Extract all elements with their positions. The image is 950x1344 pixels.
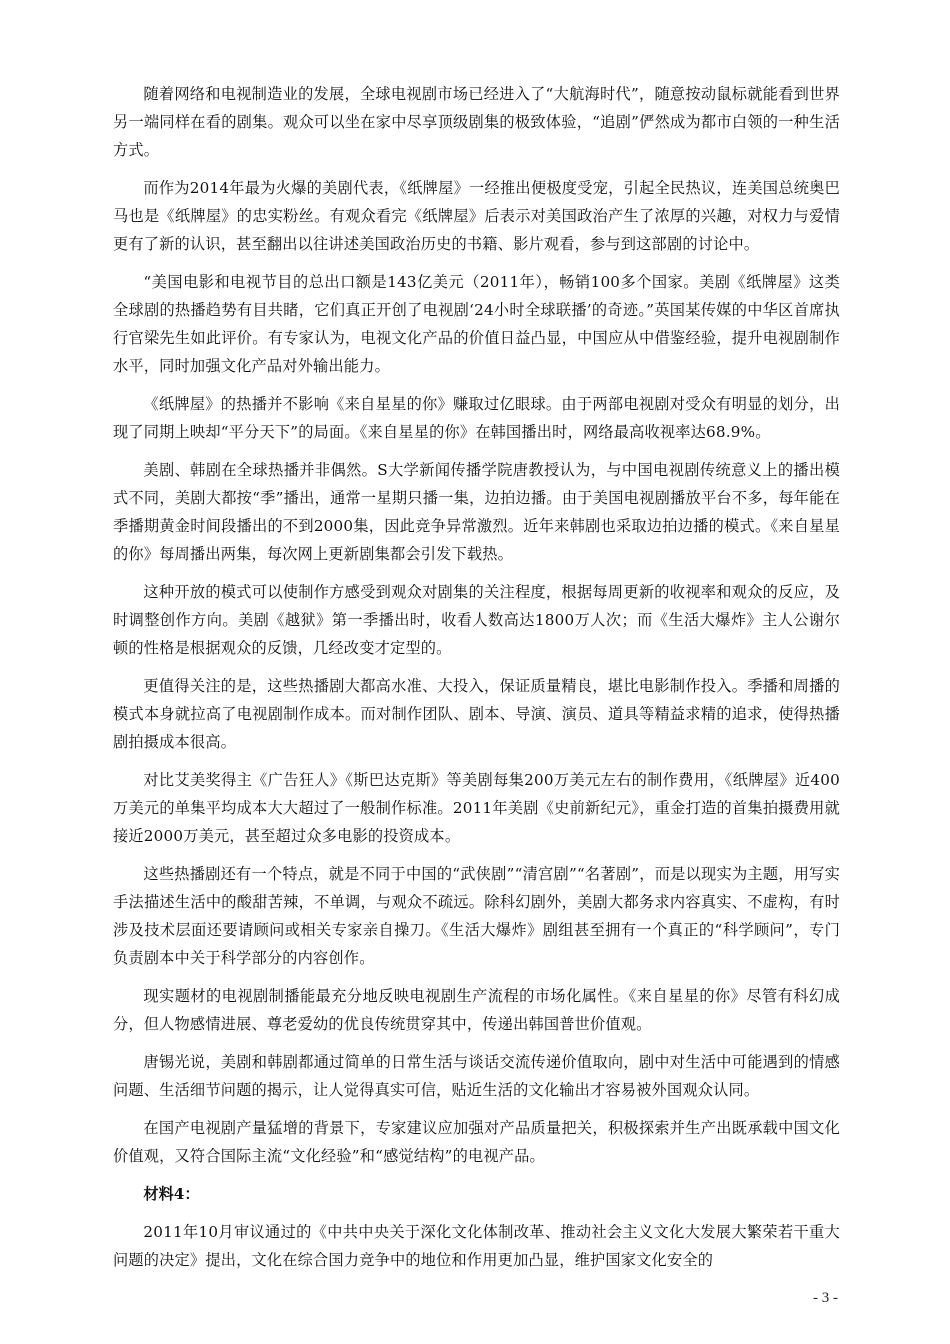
paragraph: 对比艾美奖得主《广告狂人》《斯巴达克斯》等美剧每集200万美元左右的制作费用，《纸牌屋》近400万美元的单集平均成本大大超过了一般制作标准。2011年美剧《史前新纪元》，重金打造的首集拍摄费用就接近2000万美元，甚至超过众多电影的投资成本。 xyxy=(113,771,840,845)
paragraph: 美剧、韩剧在全球热播并非偶然。S大学新闻传播学院唐教授认为，与中国电视剧传统意义上的播出模式不同，美剧大都按“季”播出，通常一星期只播一集，边拍边播。由于美国电视剧播放平台不多，每年能在季播期黄金时间段播出的不到2000集，因此竞争异常激烈。近年来韩剧也采取边拍边播的模式。《来自星星的你》每周播出两集，每次网上更新剧集都会引发下载热。 xyxy=(113,461,840,563)
document-body xyxy=(113,80,840,1284)
paragraph: 唐锡光说，美剧和韩剧都通过简单的日常生活与谈话交流传递价值取向，剧中对生活中可能遇到的情感问题、生活细节问题的揭示，让人觉得真实可信，贴近生活的文化输出才容易被外国观众认同。 xyxy=(113,1053,840,1099)
paragraph: “美国电影和电视节目的总出口额是143亿美元（2011年），畅销100多个国家。美剧《纸牌屋》这类全球剧的热播趋势有目共睹，它们真正开创了电视剧‘24小时全球联播’的奇迹。”英国某传媒的中华区首席执行官梁先生如此评价。有专家认为，电视文化产品的价值日益凸显，中国应从中借鉴经验，提升电视剧制作水平，同时加强文化产品对外输出能力。 xyxy=(113,273,840,375)
paragraph: 而作为2014年最为火爆的美剧代表，《纸牌屋》一经推出便极度受宠，引起全民热议，连美国总统奥巴马也是《纸牌屋》的忠实粉丝。有观众看完《纸牌屋》后表示对美国政治产生了浓厚的兴趣，对权力与爱情更有了新的认识，甚至翻出以往讲述美国政治历史的书籍、影片观看，参与到这部剧的讨论中。 xyxy=(113,179,840,253)
paragraph: 这种开放的模式可以使制作方感受到观众对剧集的关注程度，根据每周更新的收视率和观众的反应，及时调整创作方向。美剧《越狱》第一季播出时，收看人数高达1800万人次；而《生活大爆炸》主人公谢尔顿的性格是根据观众的反馈，几经改变才定型的。 xyxy=(113,583,840,657)
paragraph: 更值得关注的是，这些热播剧大都高水准、大投入，保证质量精良，堪比电影制作投入。季播和周播的模式本身就拉高了电视剧制作成本。而对制作团队、剧本、导演、演员、道具等精益求精的追求，使得热播剧拍摄成本很高。 xyxy=(113,677,840,751)
section-heading: 材料4： xyxy=(143,1185,200,1203)
paragraph: 随着网络和电视制造业的发展，全球电视剧市场已经进入了“大航海时代”，随意按动鼠标就能看到世界另一端同样在看的剧集。观众可以坐在家中尽享顶级剧集的极致体验，“追剧”俨然成为都市白领的一种生活方式。 xyxy=(113,85,840,159)
final-paragraph: 2011年10月审议通过的《中共中央关于深化文化体制改革、推动社会主义文化大发展大繁荣若干重大问题的决定》提出，文化在综合国力竞争中的地位和作用更加凸显，维护国家文化安全的 xyxy=(113,1223,840,1269)
paragraph: 这些热播剧还有一个特点，就是不同于中国的“武侠剧”“清宫剧”“名著剧”，而是以现实为主题，用写实手法描述生活中的酸甜苦辣，不单调，与观众不疏远。除科幻剧外，美剧大都务求内容真实、不虚构，有时涉及技术层面还要请顾问或相关专家亲自操刀。《生活大爆炸》剧组甚至拥有一个真正的“科学顾问”，专门负责剧本中关于科学部分的内容创作。 xyxy=(113,865,840,967)
paragraph: 《纸牌屋》的热播并不影响《来自星星的你》赚取过亿眼球。由于两部电视剧对受众有明显的划分，出现了同期上映却“平分天下”的局面。《来自星星的你》在韩国播出时，网络最高收视率达68.9%。 xyxy=(113,395,840,441)
page-number: - 3 - xyxy=(813,1290,838,1306)
paragraph: 在国产电视剧产量猛增的背景下，专家建议应加强对产品质量把关，积极探索并生产出既承载中国文化价值观，又符合国际主流“文化经验”和“感觉结构”的电视产品。 xyxy=(113,1119,840,1165)
paragraph: 现实题材的电视剧制播能最充分地反映电视剧生产流程的市场化属性。《来自星星的你》尽管有科幻成分，但人物感情进展、尊老爱幼的优良传统贯穿其中，传递出韩国普世价值观。 xyxy=(113,987,840,1033)
